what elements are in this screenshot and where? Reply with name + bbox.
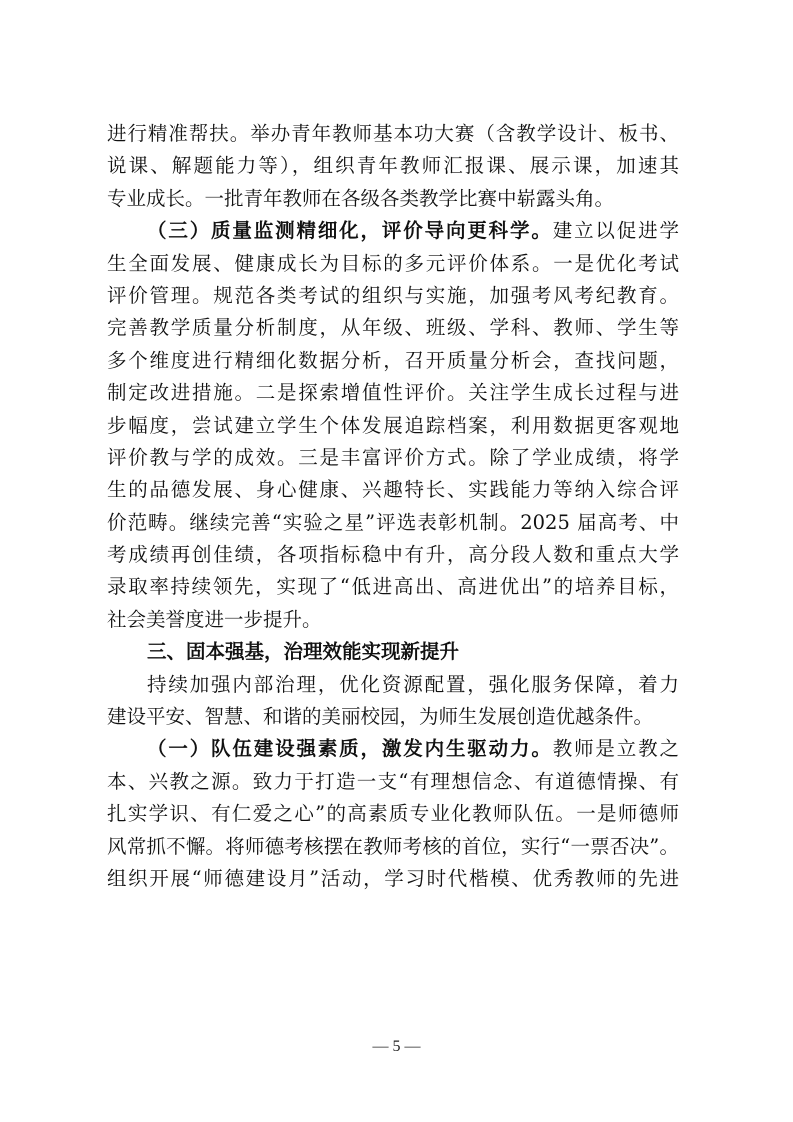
- paragraph-line: 说课、解题能力等），组织青年教师汇报课、展示课，加速其: [107, 154, 679, 178]
- paragraph-line: 评价管理。规范各类考试的组织与实施，加强考风考纪教育。: [107, 283, 679, 307]
- paragraph-line: 考成绩再创佳绩，各项指标稳中有升，高分段人数和重点大学: [107, 543, 679, 567]
- paragraph-line: 完善教学质量分析制度，从年级、班级、学科、教师、学生等: [107, 316, 679, 340]
- paragraph-line: 社会美誉度进一步提升。: [107, 607, 322, 631]
- paragraph-line: 多个维度进行精细化数据分析，召开质量分析会，查找问题，: [107, 348, 679, 372]
- paragraph-line: 制定改进措施。二是探索增值性评价。关注学生成长过程与进: [107, 381, 679, 405]
- paragraph-line: 生的品德发展、身心健康、兴趣特长、实践能力等纳入综合评: [107, 478, 679, 502]
- paragraph-line: 价范畴。继续完善“实验之星”评选表彰机制。2025 届高考、中: [107, 510, 679, 534]
- paragraph-line: 专业成长。一批青年教师在各级各类教学比赛中崭露头角。: [107, 186, 615, 210]
- paragraph-line: 建设平安、智慧、和谐的美丽校园，为师生发展创造优越条件。: [107, 705, 654, 729]
- paragraph-line: 组织开展“师德建设月”活动，学习时代楷模、优秀教师的先进: [107, 866, 679, 890]
- subsection-heading: （一）队伍建设强素质，激发内生驱动力。: [147, 737, 553, 761]
- paragraph-line: 本、兴教之源。致力于打造一支“有理想信念、有道德情操、有: [107, 769, 679, 793]
- paragraph-line: 风常抓不懈。将师德考核摆在教师考核的首位，实行“一票否决”。: [107, 834, 679, 858]
- paragraph-text: 建立以促进学: [552, 219, 679, 243]
- paragraph-line: 生全面发展、健康成长为目标的多元评价体系。一是优化考试: [107, 251, 679, 275]
- section-heading: 三、固本强基，治理效能实现新提升: [147, 640, 460, 664]
- paragraph-line: 步幅度，尝试建立学生个体发展追踪档案，利用数据更客观地: [107, 413, 679, 437]
- paragraph-line: [107, 733, 679, 765]
- paragraph-line: 扎实学识、有仁爱之心”的高素质专业化教师队伍。一是师德师: [107, 802, 679, 826]
- paragraph-line: [107, 215, 679, 247]
- document-body: [107, 118, 679, 895]
- paragraph-line: 录取率持续领先，实现了“低进高出、高进优出”的培养目标，: [107, 575, 679, 599]
- paragraph-line: 评价教与学的成效。三是丰富评价方式。除了学业成绩，将学: [107, 445, 679, 469]
- subsection-heading: （三）质量监测精细化，评价导向更科学。: [147, 219, 553, 243]
- paragraph-line: 进行精准帮扶。举办青年教师基本功大赛（含教学设计、板书、: [107, 122, 679, 145]
- paragraph-line: 持续加强内部治理，优化资源配置，强化服务保障，着力: [147, 672, 679, 696]
- paragraph-text: 教师是立教之: [552, 737, 679, 761]
- page-number: — 5 —: [372, 1038, 421, 1055]
